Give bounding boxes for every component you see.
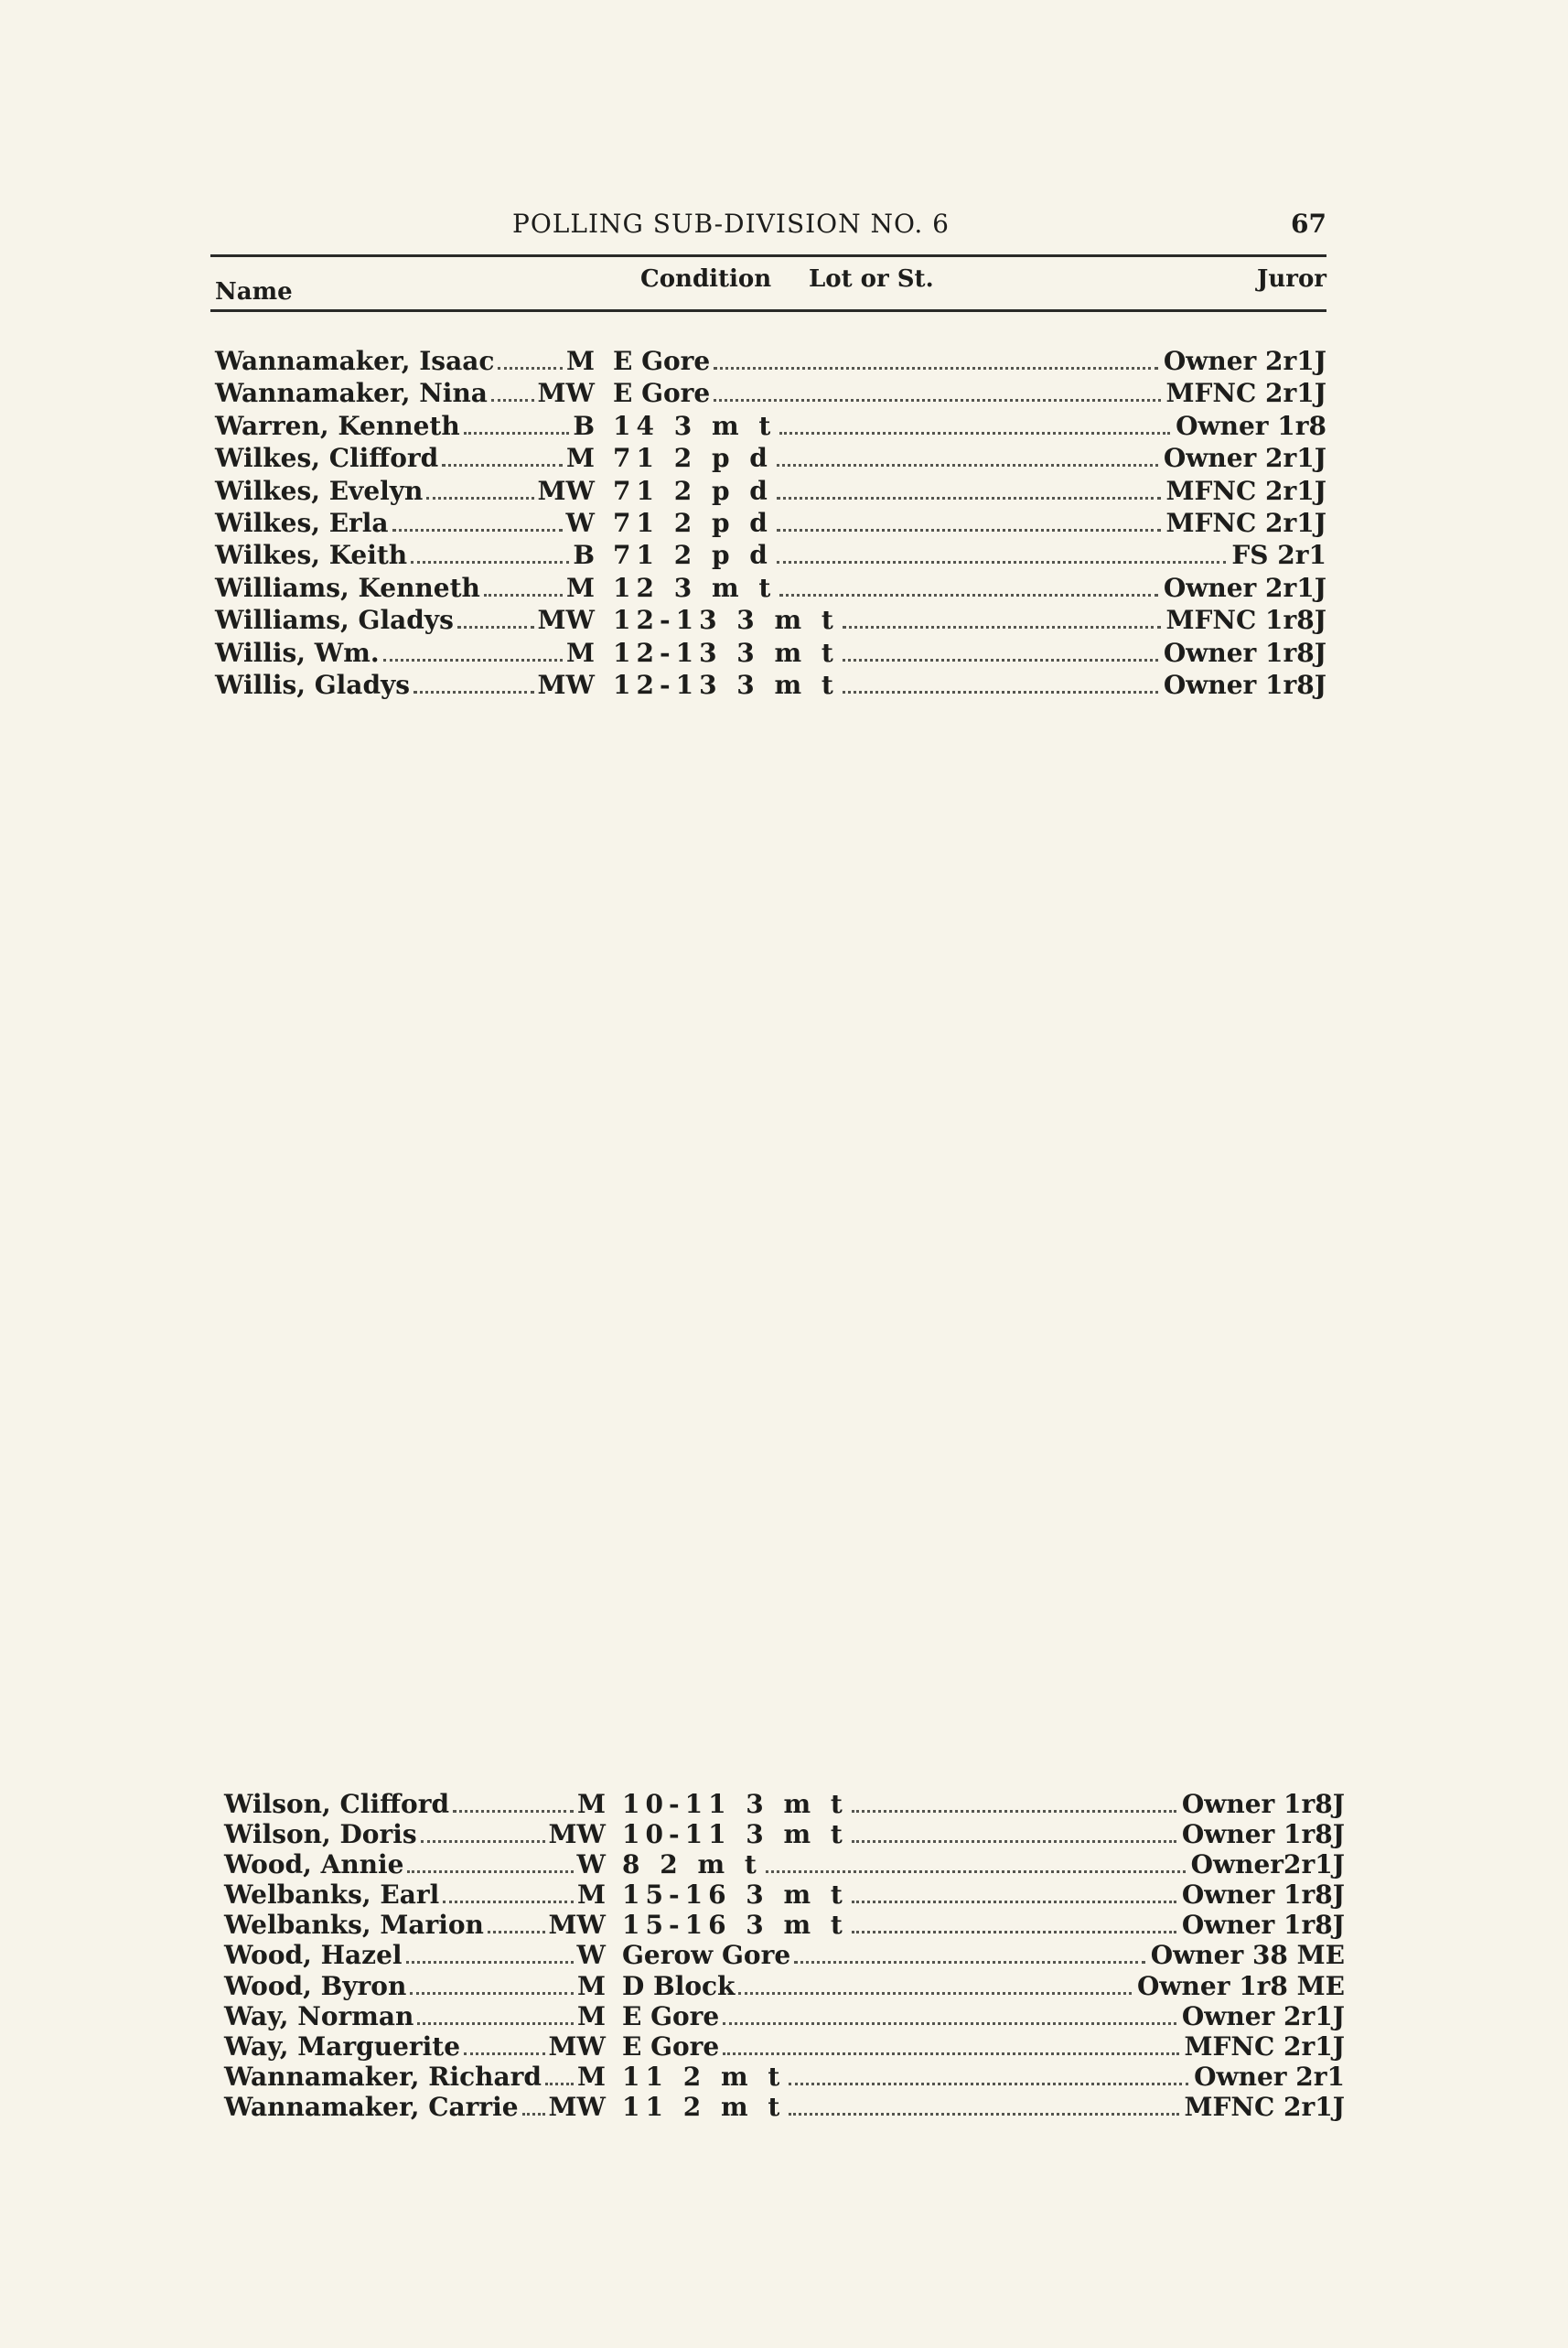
- voter-name: Way, Marguerite: [224, 2031, 464, 2062]
- voter-juror: Owner 2r1: [1188, 2062, 1345, 2092]
- dot-leader: [852, 1901, 1176, 1903]
- voter-lot: 15-16 3 m t: [622, 1879, 852, 1910]
- dot-leader: [417, 2022, 574, 2025]
- dot-leader: [777, 529, 1161, 532]
- dot-leader: [794, 1961, 1145, 1964]
- dot-leader: [392, 529, 563, 532]
- dot-leader: [714, 399, 1160, 402]
- voter-name: Welbanks, Marion: [224, 1910, 488, 1940]
- voter-lot: 11 2 m t: [622, 2062, 789, 2092]
- voter-lot: D Block: [622, 1971, 738, 2001]
- dot-leader: [777, 561, 1227, 564]
- dot-leader: [406, 1961, 574, 1964]
- voter-lot: E Gore: [622, 2031, 723, 2062]
- voter-name: Williams, Gladys: [215, 605, 457, 635]
- voter-row: [224, 2062, 1345, 2092]
- dot-leader: [789, 2083, 1188, 2085]
- column-header-juror: Juror: [1257, 265, 1326, 293]
- dot-leader: [852, 1810, 1176, 1813]
- voter-juror: Owner 1r8J: [1158, 670, 1326, 700]
- voter-condition: M: [574, 2001, 606, 2031]
- dot-leader: [723, 2022, 1176, 2025]
- voter-name: Wilson, Doris: [224, 1819, 421, 1849]
- voter-lot: 12-13 3 m t: [613, 605, 843, 635]
- voter-name: Way, Norman: [224, 2001, 417, 2031]
- dot-leader: [464, 2052, 545, 2055]
- voter-list-bottom: [224, 1789, 1345, 2122]
- voter-condition: M: [574, 1879, 606, 1910]
- voter-condition: MW: [545, 2092, 606, 2122]
- dot-leader: [777, 497, 1161, 500]
- voter-name: Wood, Hazel: [224, 1940, 406, 1970]
- voter-row: [215, 670, 1326, 702]
- dot-leader: [411, 561, 569, 564]
- column-header-lot: Lot or St.: [809, 265, 934, 293]
- voter-lot: 12-13 3 m t: [613, 670, 843, 700]
- column-header-condition: Condition: [640, 265, 772, 293]
- voter-juror: FS 2r1: [1226, 540, 1326, 570]
- dot-leader: [522, 2113, 545, 2116]
- voter-name: Wannamaker, Isaac: [215, 346, 498, 376]
- dot-leader: [723, 2052, 1178, 2055]
- dot-leader: [843, 659, 1158, 662]
- voter-lot: E Gore: [622, 2001, 723, 2031]
- voter-row: [224, 2001, 1345, 2031]
- dot-leader: [498, 367, 563, 370]
- header-rule-top: [210, 254, 1326, 257]
- voter-row: [215, 508, 1326, 540]
- voter-row: [224, 1879, 1345, 1910]
- voter-row: [224, 2031, 1345, 2062]
- voter-lot: 10-11 3 m t: [622, 1789, 852, 1819]
- voter-row: [224, 1910, 1345, 1940]
- voter-name: Welbanks, Earl: [224, 1879, 443, 1910]
- voter-juror: Owner 2r1J: [1176, 2001, 1345, 2031]
- voter-row: [215, 573, 1326, 605]
- dot-leader: [383, 659, 563, 662]
- column-header-name: Name: [215, 278, 293, 306]
- voter-name: Wilkes, Keith: [215, 540, 411, 570]
- voter-row: [215, 346, 1326, 378]
- voter-juror: MFNC 2r1J: [1179, 2031, 1345, 2062]
- dot-leader: [852, 1840, 1176, 1843]
- voter-name: Wannamaker, Richard: [224, 2062, 545, 2092]
- dot-leader: [457, 626, 534, 629]
- voter-row: [215, 605, 1326, 637]
- voter-row: [215, 476, 1326, 508]
- dot-leader: [421, 1840, 545, 1843]
- voter-juror: Owner 1r8J: [1176, 1879, 1345, 1910]
- voter-name: Wannamaker, Carrie: [224, 2092, 522, 2122]
- dot-leader: [777, 464, 1158, 467]
- voter-row: [224, 1971, 1345, 2001]
- voter-lot: 10-11 3 m t: [622, 1819, 852, 1849]
- voter-name: Wannamaker, Nina: [215, 378, 491, 408]
- voter-row: [224, 1789, 1345, 1819]
- voter-lot: 8 2 m t: [622, 1849, 766, 1879]
- voter-juror: MFNC 2r1J: [1161, 378, 1326, 408]
- voter-name: Wood, Byron: [224, 1971, 410, 2001]
- voter-lot: 14 3 m t: [613, 411, 779, 441]
- voter-name: Wilkes, Clifford: [215, 443, 442, 473]
- page-header: [210, 209, 1326, 245]
- voter-condition: M: [574, 1971, 606, 2001]
- voter-juror: Owner2r1J: [1186, 1849, 1345, 1879]
- dot-leader: [488, 1931, 545, 1933]
- dot-leader: [410, 1992, 574, 1995]
- voter-row: [215, 638, 1326, 670]
- dot-leader: [714, 367, 1158, 370]
- voter-juror: Owner 1r8 ME: [1132, 1971, 1345, 2001]
- voter-condition: M: [574, 1789, 606, 1819]
- voter-condition: MW: [545, 1819, 606, 1849]
- voter-name: Wood, Annie: [224, 1849, 407, 1879]
- dot-leader: [779, 432, 1170, 435]
- voter-juror: MFNC 2r1J: [1161, 476, 1326, 506]
- page-number: 67: [1291, 209, 1326, 239]
- voter-condition: W: [574, 1849, 606, 1879]
- voter-name: Wilson, Clifford: [224, 1789, 453, 1819]
- voter-lot: Gerow Gore: [622, 1940, 794, 1970]
- voter-row: [224, 1819, 1345, 1849]
- voter-row: [224, 1849, 1345, 1879]
- voter-lot: E Gore: [613, 346, 714, 376]
- voter-condition: M: [563, 638, 595, 668]
- voter-juror: Owner 1r8J: [1176, 1819, 1345, 1849]
- voter-name: Willis, Gladys: [215, 670, 413, 700]
- voter-condition: MW: [534, 476, 595, 506]
- dot-leader: [738, 1992, 1132, 1995]
- dot-leader: [464, 432, 570, 435]
- voter-lot: 12-13 3 m t: [613, 638, 843, 668]
- voter-row: [215, 443, 1326, 475]
- voter-juror: MFNC 1r8J: [1161, 605, 1326, 635]
- voter-name: Williams, Kenneth: [215, 573, 484, 603]
- dot-leader: [766, 1870, 1186, 1873]
- voter-row: [224, 1940, 1345, 1970]
- voter-list-top: [215, 346, 1326, 702]
- voter-condition: B: [569, 411, 595, 441]
- dot-leader: [413, 691, 533, 694]
- voter-lot: E Gore: [613, 378, 714, 408]
- voter-juror: Owner 2r1J: [1158, 573, 1326, 603]
- voter-lot: 71 2 p d: [613, 508, 777, 538]
- voter-row: [215, 411, 1326, 443]
- voter-condition: MW: [534, 605, 595, 635]
- voter-row: [224, 2092, 1345, 2122]
- voter-row: [215, 540, 1326, 572]
- dot-leader: [484, 594, 563, 597]
- voter-juror: Owner 1r8: [1170, 411, 1326, 441]
- voter-condition: MW: [534, 378, 595, 408]
- voter-name: Wilkes, Erla: [215, 508, 392, 538]
- voter-lot: 15-16 3 m t: [622, 1910, 852, 1940]
- voter-row: [215, 378, 1326, 410]
- voter-name: Warren, Kenneth: [215, 411, 464, 441]
- voter-juror: Owner 1r8J: [1158, 638, 1326, 668]
- header-rule-bottom: [210, 309, 1326, 312]
- voter-name: Willis, Wm.: [215, 638, 383, 668]
- voter-condition: M: [563, 573, 595, 603]
- dot-leader: [407, 1870, 573, 1873]
- page-title: POLLING SUB-DIVISION NO. 6: [512, 209, 950, 239]
- dot-leader: [852, 1931, 1176, 1933]
- voter-name: Wilkes, Evelyn: [215, 476, 426, 506]
- dot-leader: [545, 2083, 574, 2085]
- dot-leader: [789, 2113, 1178, 2116]
- voter-condition: M: [563, 443, 595, 473]
- voter-juror: Owner 2r1J: [1158, 443, 1326, 473]
- voter-juror: Owner 2r1J: [1158, 346, 1326, 376]
- voter-lot: 11 2 m t: [622, 2092, 789, 2122]
- voter-condition: M: [574, 2062, 606, 2092]
- voter-condition: M: [563, 346, 595, 376]
- voter-juror: MFNC 2r1J: [1179, 2092, 1345, 2122]
- voter-juror: Owner 1r8J: [1176, 1789, 1345, 1819]
- dot-leader: [443, 1901, 574, 1903]
- dot-leader: [426, 497, 533, 500]
- voter-lot: 71 2 p d: [613, 540, 777, 570]
- voter-condition: MW: [534, 670, 595, 700]
- voter-condition: B: [569, 540, 595, 570]
- dot-leader: [843, 691, 1158, 694]
- voter-juror: MFNC 2r1J: [1161, 508, 1326, 538]
- voter-condition: W: [563, 508, 595, 538]
- dot-leader: [453, 1810, 574, 1813]
- dot-leader: [442, 464, 563, 467]
- voter-lot: 71 2 p d: [613, 476, 777, 506]
- voter-juror: Owner 38 ME: [1145, 1940, 1345, 1970]
- dot-leader: [843, 626, 1161, 629]
- voter-condition: MW: [545, 1910, 606, 1940]
- voter-condition: W: [574, 1940, 606, 1970]
- voter-lot: 71 2 p d: [613, 443, 777, 473]
- dot-leader: [779, 594, 1158, 597]
- voter-juror: Owner 1r8J: [1176, 1910, 1345, 1940]
- voter-condition: MW: [545, 2031, 606, 2062]
- voter-lot: 12 3 m t: [613, 573, 779, 603]
- dot-leader: [491, 399, 534, 402]
